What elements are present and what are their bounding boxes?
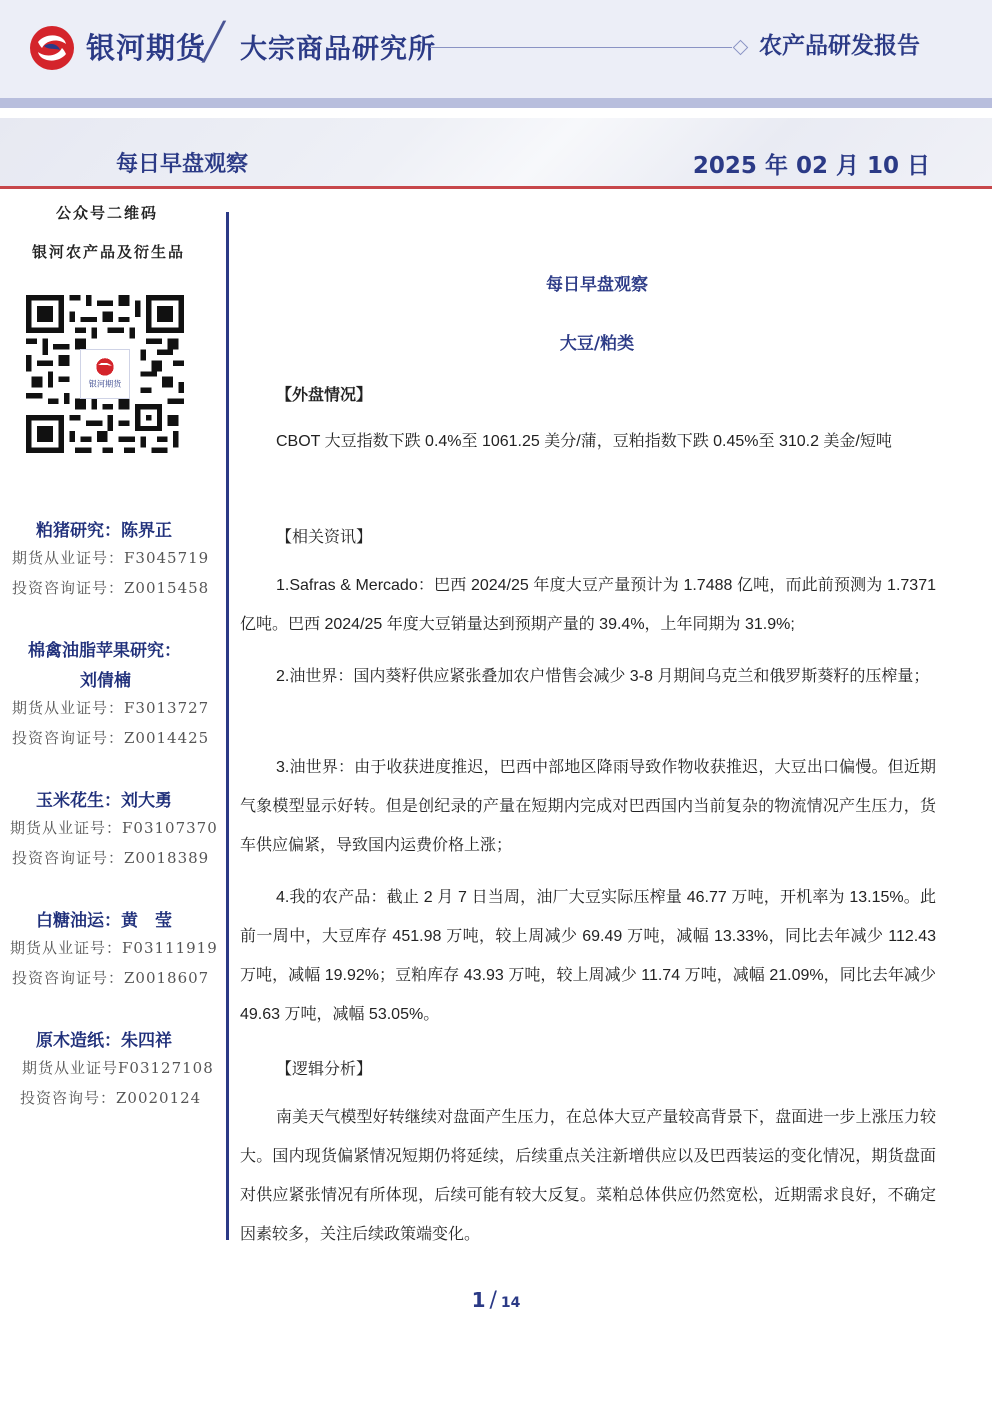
analyst-cert-consulting: 投资咨询证号：Z0014425 bbox=[12, 729, 210, 747]
analyst-cert-consulting: 投资咨询证号：Z0015458 bbox=[12, 579, 210, 597]
logic-paragraph: 南美天气模型好转继续对盘面产生压力，在总体大豆产量较高背景下，盘面进一步上涨压力较大。国内现货偏紧情况短期仍将延续，后续重点关注新增供应以及巴西装运的变化情况，期货盘面对供应紧张情况有所体现，后续可能有较大反复。菜粕总体供应仍然宽松，近期需求良好，不确定因素较多，关注后续政策端变化。 bbox=[240, 1109, 936, 1243]
galaxy-logo-icon bbox=[28, 24, 76, 72]
report-type: 农产品研发报告 bbox=[759, 33, 920, 59]
header-slash: ╱ bbox=[203, 22, 225, 63]
news-item: 3.油世界：由于收获进度推迟，巴西中部地区降雨导致作物收获推迟，大豆出口偏慢。但近期气象模型显示好转。但是创纪录的产量在短期内完成对巴西国内当前复杂的物流情况产生压力，货车供应偏紧，导致国内运费价格上涨； bbox=[240, 759, 936, 854]
sidebar-divider bbox=[226, 212, 229, 1240]
overseas-paragraph: CBOT 大豆指数下跌 0.4%至 1061.25 美分/蒲，豆粕指数下跌 0.45%至 310.2 美金/短吨 bbox=[276, 433, 892, 450]
analyst-cert-consulting: 投资咨询号：Z0020124 bbox=[20, 1089, 202, 1107]
analyst-cert-futures: 期货从业证号：F03111919 bbox=[10, 939, 218, 957]
analyst-title: 原木造纸：朱四祥 bbox=[36, 1031, 172, 1051]
qr-caption-account: 银河农产品及衍生品 bbox=[32, 243, 186, 261]
analyst-cert-consulting: 投资咨询证号：Z0018389 bbox=[12, 849, 210, 867]
band-title: 每日早盘观察 bbox=[116, 152, 249, 177]
news-item: 2.油世界：国内葵籽供应紧张叠加农户惜售会减少 3-8 月期间乌克兰和俄罗斯葵籽的压榨量； bbox=[276, 668, 930, 685]
qr-caption: 公众号二维码 bbox=[56, 204, 159, 222]
analyst-cert-consulting: 投资咨询证号：Z0018607 bbox=[12, 969, 210, 987]
news-item: 1.Safras & Mercado：巴西 2024/25 年度大豆产量预计为 1.7488 亿吨，而此前预测为 1.7371 亿吨。巴西 2024/25 年度大豆销量达到预期产量的 39.4%，上年同期为 31.9%; bbox=[240, 577, 936, 633]
page-separator: / bbox=[489, 1288, 497, 1313]
section-title: 大豆/粕类 bbox=[559, 334, 635, 354]
analyst-cert-futures: 期货从业证号：F03107370 bbox=[10, 819, 218, 837]
analyst-title: 玉米花生：刘大勇 bbox=[36, 791, 172, 811]
overseas-heading: 【外盘情况】 bbox=[276, 385, 373, 404]
analyst-title: 粕猪研究：陈界正 bbox=[36, 521, 172, 541]
analyst-title: 白糖油运：黄 莹 bbox=[36, 911, 172, 931]
header-divider-line bbox=[430, 47, 732, 48]
document-title: 每日早盘观察 bbox=[546, 275, 648, 295]
institute-name: 大宗商品研究所 bbox=[240, 34, 436, 65]
title-band-underline bbox=[0, 186, 992, 189]
header-stripe-gap bbox=[0, 108, 992, 118]
page-current: 1 bbox=[471, 1288, 486, 1312]
qr-logo-label: 银河期货 bbox=[88, 378, 122, 389]
analyst-cert-futures: 期货从业证号：F3045719 bbox=[12, 549, 210, 567]
qr-code-icon bbox=[26, 295, 184, 453]
news-item: 4.我的农产品：截止 2 月 7 日当周，油厂大豆实际压榨量 46.77 万吨，开机率为 13.15%。此前一周中，大豆库存 451.98 万吨，较上周减少 69.49 万吨，减幅 13.33%，同比去年减少 112.43 万吨，减幅 19.92%；豆粕库存 43.93 万吨，较上周减少 11.74 万吨，减幅 21.09%，同比去年减少 49.63 万吨，减幅 53.05%。 bbox=[240, 889, 936, 1023]
news-heading: 【相关资讯】 bbox=[276, 527, 373, 546]
page-total: 14 bbox=[500, 1295, 521, 1311]
analyst-cert-futures: 期货从业证号：F3013727 bbox=[12, 699, 210, 717]
header-stripe bbox=[0, 98, 992, 108]
analyst-name: 刘倩楠 bbox=[80, 671, 131, 691]
logic-heading: 【逻辑分析】 bbox=[276, 1059, 373, 1078]
analyst-cert-futures: 期货从业证号F03127108 bbox=[22, 1059, 214, 1077]
analyst-title: 棉禽油脂苹果研究： bbox=[28, 641, 181, 661]
page-number bbox=[0, 1288, 992, 1313]
company-name: 银河期货 bbox=[86, 31, 207, 65]
report-date: 2025 年 02 月 10 日 bbox=[692, 153, 930, 179]
